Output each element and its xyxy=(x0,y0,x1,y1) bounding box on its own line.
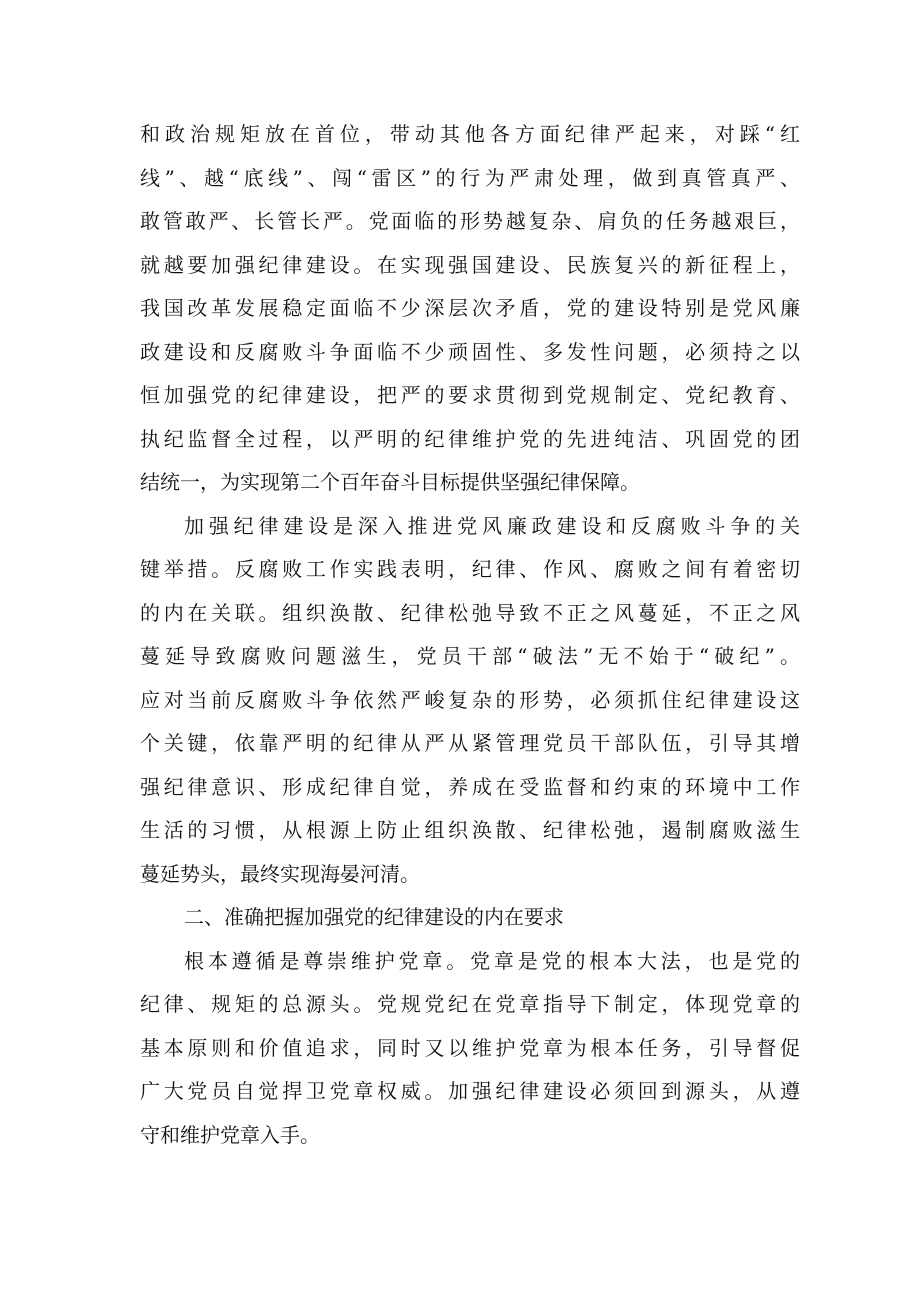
text-line: 执纪监督全过程，以严明的纪律维护党的先进纯洁、巩固党的团 xyxy=(140,426,800,451)
text-line: 就越要加强纪律建设。在实现强国建设、民族复兴的新征程上， xyxy=(140,252,800,277)
paragraph-party-constitution xyxy=(140,940,800,1158)
text-line: 基本原则和价值追求，同时又以维护党章为根本任务，引导督促 xyxy=(140,1035,800,1060)
text-line: 恒加强党的纪律建设，把严的要求贯彻到党规制定、党纪教育、 xyxy=(140,383,800,407)
paragraph-key-measure xyxy=(140,505,800,897)
text-line: 生活的习惯，从根源上防止组织涣散、纪律松弛，遏制腐败滋生 xyxy=(140,818,800,842)
text-line: 敢管敢严、长管长严。党面临的形势越复杂、肩负的任务越艰巨， xyxy=(140,209,800,233)
text-line: 广大党员自觉捍卫党章权威。加强纪律建设必须回到源头，从遵 xyxy=(140,1079,800,1103)
text-line: 蔓延导致腐败问题滋生，党员干部“破法”无不始于“破纪”。 xyxy=(140,644,800,668)
text-line: 和政治规矩放在首位，带动其他各方面纪律严起来，对踩“红 xyxy=(140,122,800,146)
text-line: 我国改革发展稳定面临不少深层次矛盾，党的建设特别是党风廉 xyxy=(140,296,800,320)
text-line: 加强纪律建设是深入推进党风廉政建设和反腐败斗争的关 xyxy=(184,513,800,538)
document-body xyxy=(140,113,800,1157)
text-line: 纪律、规矩的总源头。党规党纪在党章指导下制定，体现党章的 xyxy=(140,992,800,1016)
text-line: 的内在关联。组织涣散、纪律松弛导致不正之风蔓延，不正之风 xyxy=(140,600,800,625)
text-line: 个关键，依靠严明的纪律从严从紧管理党员干部队伍，引导其增 xyxy=(140,731,800,755)
section-heading: 二、准确把握加强党的纪律建设的内在要求 xyxy=(184,905,564,929)
text-line: 线”、越“底线”、闯“雷区”的行为严肃处理，做到真管真严、 xyxy=(140,165,800,190)
text-line: 政建设和反腐败斗争面临不少顽固性、多发性问题，必须持之以 xyxy=(140,339,800,364)
text-line: 根本遵循是尊崇维护党章。党章是党的根本大法，也是党的 xyxy=(184,948,800,973)
text-line: 应对当前反腐败斗争依然严峻复杂的形势，必须抓住纪律建设这 xyxy=(140,687,800,712)
text-line: 守和维护党章入手。 xyxy=(140,1122,320,1147)
paragraph-continuation xyxy=(140,113,800,505)
text-line: 强纪律意识、形成纪律自觉，养成在受监督和约束的环境中工作 xyxy=(140,774,800,799)
text-line: 蔓延势头，最终实现海晏河清。 xyxy=(140,861,420,886)
text-line: 键举措。反腐败工作实践表明，纪律、作风、腐败之间有着密切 xyxy=(140,557,800,581)
text-line: 结统一，为实现第二个百年奋斗目标提供坚强纪律保障。 xyxy=(140,470,640,494)
